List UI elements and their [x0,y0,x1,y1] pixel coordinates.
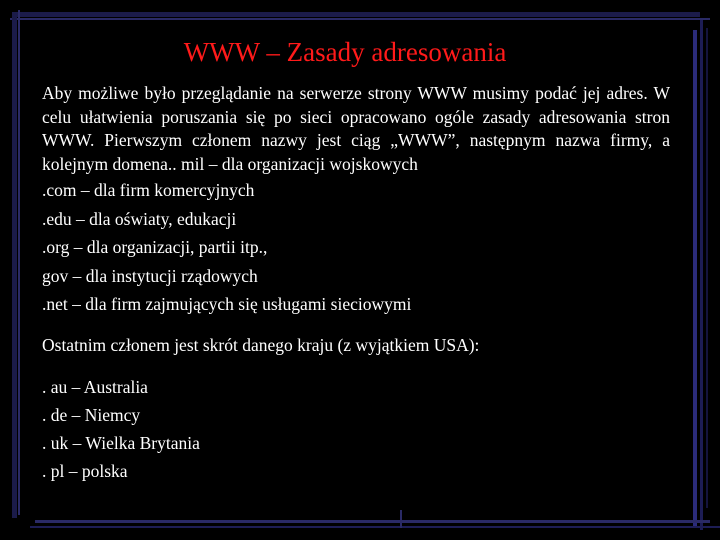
domain-item-edu: .edu – dla oświaty, edukacji [42,208,237,229]
domain-item-org: .org – dla organizacji, partii itp., [42,237,268,257]
country-item-uk: . uk – Wielka Brytania [42,433,200,453]
frame-line-right-far [706,28,708,508]
frame-line-top [12,12,700,17]
frame-line-right [693,30,697,526]
frame-tick [400,510,402,528]
frame-line-bottom [35,520,710,523]
country-intro: Ostatnim członem jest skrót danego kraju (z wyjątkiem USA): [42,334,480,355]
country-item-pl: . pl – polska [42,461,128,481]
frame-line-bottom-outer [30,526,720,528]
frame-line-left-inner [18,10,20,515]
country-item-de: . de – Niemcy [42,405,141,425]
country-item-au: . au – Australia [42,377,148,397]
slide-title: WWW – Zasady adresowania [183,37,507,67]
domain-item-com: .com – dla firm komercyjnych [42,180,255,200]
domain-item-gov: gov – dla instytucji rządowych [42,265,258,286]
frame-line-right-outer [700,20,703,530]
frame-line-left [12,12,17,518]
slide-body [42,82,670,485]
country-list [42,373,670,485]
frame-line-top-inner [10,18,710,20]
domain-item-net: .net – dla firm zajmujących się usługami sieciowymi [42,294,412,314]
intro-paragraph: Aby możliwe było przeglądanie na serwerze strony WWW musimy podać jej adres. W celu ułatwienia poruszania się po sieci opracowano ogóle zasady adresowania stron WWW. Pierwszym członem nazwy jest ciąg „WWW”, następnym nazwa firmy, a kolejnym domena.. mil – dla organizacji wojskowych [42,83,670,174]
